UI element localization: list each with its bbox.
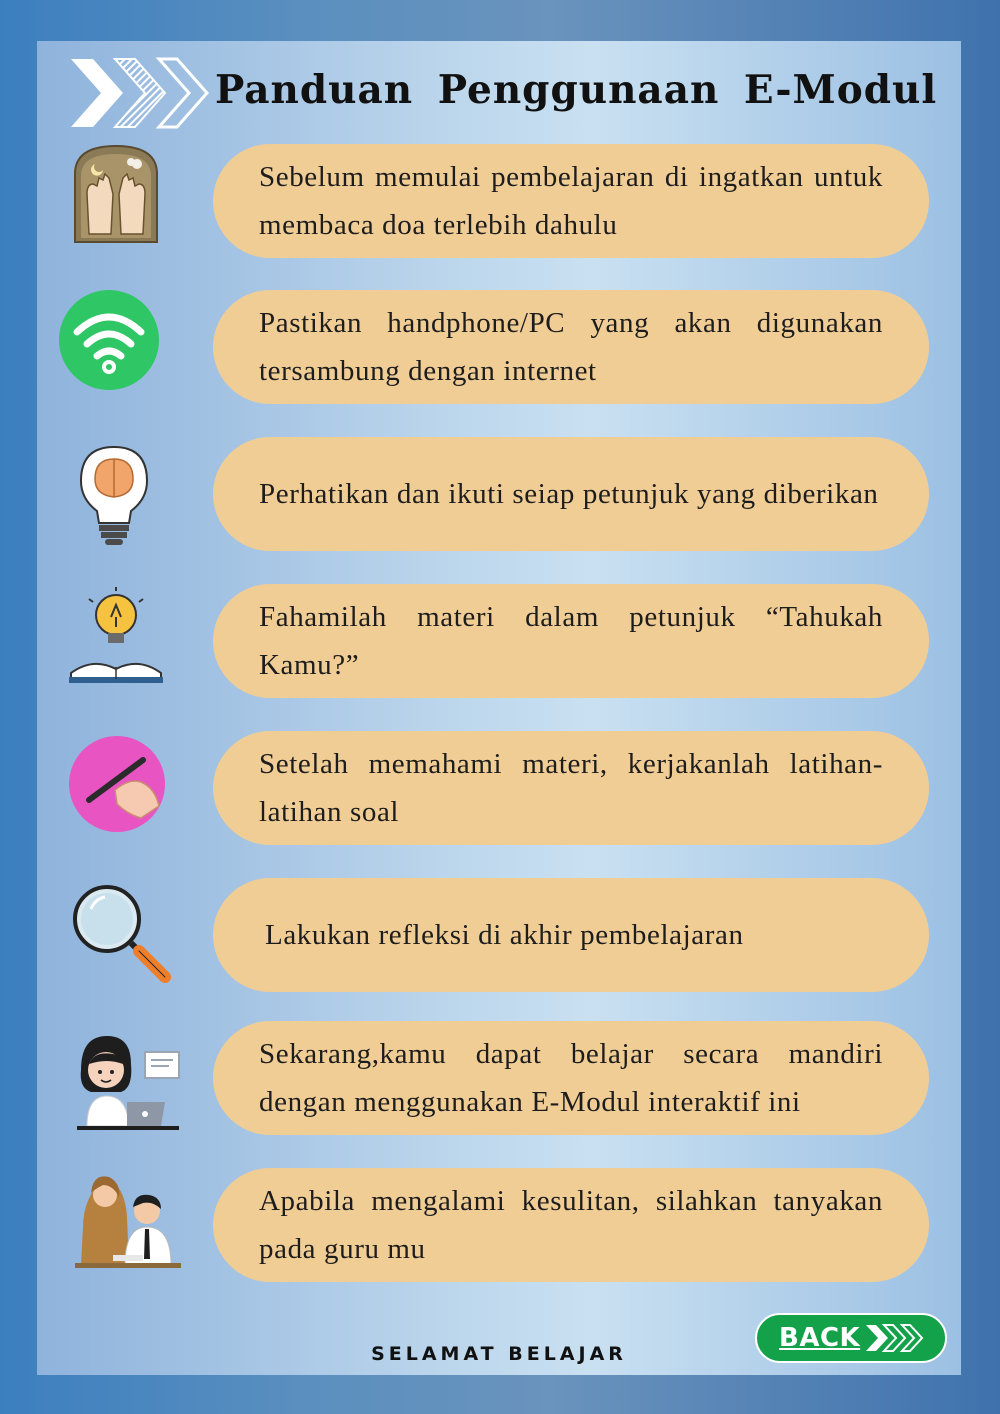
book-lightbulb-icon xyxy=(61,587,171,697)
wifi-icon xyxy=(59,288,169,398)
step-3-text: Perhatikan dan ikuti seiap petunjuk yang diberikan xyxy=(259,478,879,510)
step-2-text: Pastikan handphone/PC yang akan digunakan tersambung dengan internet xyxy=(259,307,883,387)
step-8 xyxy=(213,1168,929,1282)
guide-panel xyxy=(37,41,961,1375)
step-4 xyxy=(213,584,929,698)
title-row xyxy=(37,41,961,151)
step-7-text: Sekarang,kamu dapat belajar secara mandiri dengan menggunakan E-Modul interaktif ini xyxy=(259,1038,883,1118)
magnifier-icon xyxy=(67,879,177,989)
step-8-text: Apabila mengalami kesulitan, silahkan tanyakan pada guru mu xyxy=(259,1185,883,1265)
step-6 xyxy=(213,878,929,992)
step-3 xyxy=(213,437,929,551)
pen-hand-icon xyxy=(67,732,177,842)
lightbulb-brain-icon xyxy=(59,441,169,551)
chevrons-icon xyxy=(71,55,211,131)
chevrons-right-icon xyxy=(866,1323,926,1353)
step-1 xyxy=(213,144,929,258)
step-1-text: Sebelum memulai pembelajaran di ingatkan untuk membaca doa terlebih dahulu xyxy=(259,161,883,241)
step-4-text: Fahamilah materi dalam petunjuk “Tahukah Kamu?” xyxy=(259,601,883,681)
step-7 xyxy=(213,1021,929,1135)
step-5 xyxy=(213,731,929,845)
step-2 xyxy=(213,290,929,404)
footer-text: SELAMAT BELAJAR xyxy=(371,1343,627,1365)
step-6-text: Lakukan refleksi di akhir pembelajaran xyxy=(265,919,744,951)
back-button[interactable] xyxy=(755,1313,947,1363)
step-5-text: Setelah memahami materi, kerjakanlah latihan-latihan soal xyxy=(259,748,883,828)
praying-hands-icon xyxy=(61,138,171,248)
student-laptop-icon xyxy=(73,1030,183,1140)
teacher-student-icon xyxy=(73,1167,183,1277)
back-button-label: BACK xyxy=(779,1323,861,1353)
page-title: Panduan Penggunaan E-Modul xyxy=(215,67,938,113)
